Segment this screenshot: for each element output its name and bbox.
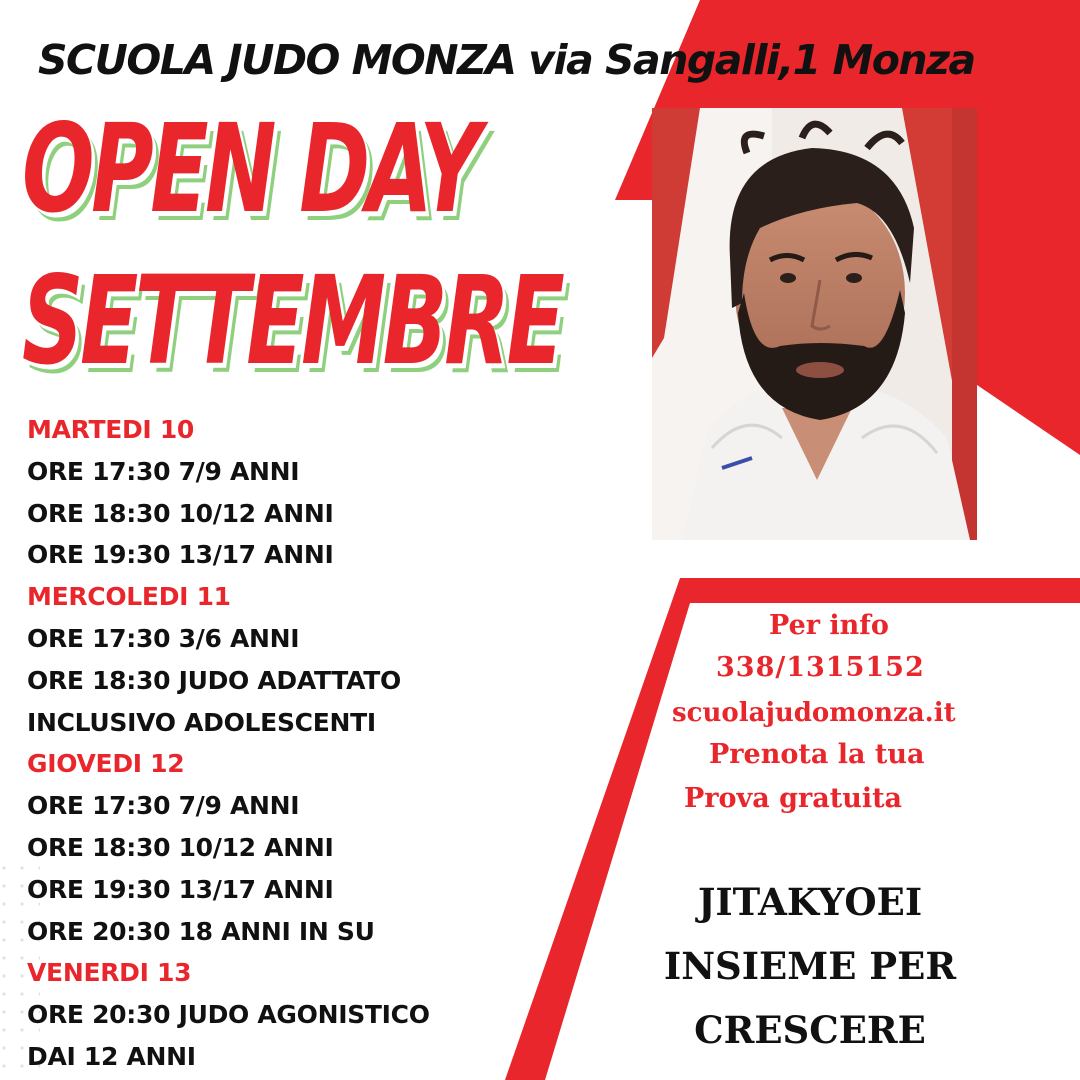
info-phone: 338/1315152 (716, 652, 925, 683)
schedule-time-slot: ORE 20:30 18 ANNI IN SU (27, 916, 375, 946)
instructor-photo (652, 108, 977, 540)
schedule-time-slot: ORE 17:30 3/6 ANNI (27, 623, 300, 653)
schedule-time-slot: ORE 17:30 7/9 ANNI (27, 791, 300, 821)
schedule-day-heading: VENERDI 13 (27, 958, 192, 988)
schedule-time-slot: DAI 12 ANNI (27, 1041, 196, 1071)
schedule-day-heading: GIOVEDI 12 (27, 749, 185, 779)
school-address-header: SCUOLA JUDO MONZA via Sangalli,1 Monza (38, 36, 975, 84)
info-website: scuolajudomonza.it (672, 698, 956, 728)
schedule-time-slot: ORE 18:30 JUDO ADATTATO (27, 665, 401, 695)
schedule-time-slot: ORE 19:30 13/17 ANNI (27, 540, 334, 570)
schedule-time-slot: INCLUSIVO ADOLESCENTI (27, 707, 376, 737)
schedule-time-slot: ORE 20:30 JUDO AGONISTICO (27, 1000, 430, 1030)
title-open-day: OPEN DAY (22, 98, 478, 240)
motto-line3: CRESCERE (694, 1008, 926, 1052)
schedule-time-slot: ORE 18:30 10/12 ANNI (27, 498, 334, 528)
title-settembre: SETTEMBRE (22, 250, 562, 392)
motto-line1: JITAKYOEI (697, 880, 923, 924)
booking-cta-line1: Prenota la tua (709, 739, 925, 770)
schedule-day-heading: MARTEDI 10 (27, 415, 195, 444)
schedule-time-slot: ORE 18:30 10/12 ANNI (27, 832, 334, 862)
booking-cta-line2: Prova gratuita (684, 783, 903, 814)
schedule-list (27, 409, 497, 1078)
info-label: Per info (769, 610, 889, 641)
schedule-day-heading: MERCOLEDI 11 (27, 582, 231, 612)
schedule-time-slot: ORE 17:30 7/9 ANNI (27, 456, 300, 486)
motto-line2: INSIEME PER (663, 944, 957, 988)
schedule-time-slot: ORE 19:30 13/17 ANNI (27, 874, 334, 904)
